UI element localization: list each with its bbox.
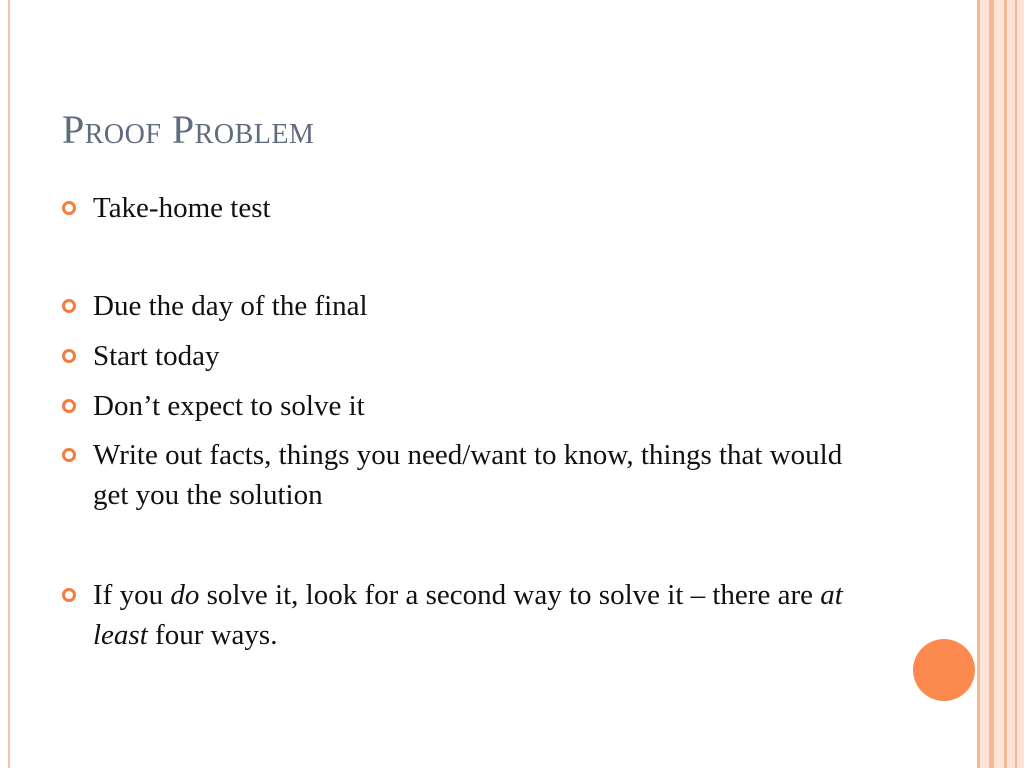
right-stripe bbox=[977, 0, 980, 768]
decorative-circle bbox=[913, 639, 975, 701]
bullet-text-emphasis: at least bbox=[93, 579, 843, 651]
bullet-marker-icon bbox=[62, 349, 76, 363]
bullet-marker-icon bbox=[62, 448, 76, 462]
bullet-item bbox=[62, 386, 882, 426]
right-stripe bbox=[989, 0, 994, 768]
bullet-text-emphasis: do bbox=[170, 579, 200, 611]
bullet-marker-icon bbox=[62, 299, 76, 313]
bullet-item bbox=[62, 286, 882, 326]
bullet-text: Don’t expect to solve it bbox=[93, 390, 365, 422]
bullet-text-part: four ways. bbox=[147, 619, 278, 651]
bullet-item bbox=[62, 188, 882, 228]
bullet-item bbox=[62, 336, 882, 376]
bullet-item bbox=[62, 575, 882, 655]
slide-title: Proof Problem bbox=[62, 107, 315, 152]
bullet-text bbox=[93, 575, 882, 655]
bullet-text: Start today bbox=[93, 340, 220, 372]
bullet-marker-icon bbox=[62, 588, 76, 602]
bullet-marker-icon bbox=[62, 399, 76, 413]
bullet-text-part: If you bbox=[93, 579, 171, 611]
bullet-text: Take-home test bbox=[93, 192, 271, 224]
bullet-text: Due the day of the final bbox=[93, 290, 368, 322]
right-stripe bbox=[1004, 0, 1007, 768]
bullet-text: Write out facts, things you need/want to know, things that would get you the solution bbox=[93, 439, 843, 511]
left-border-line bbox=[8, 0, 10, 768]
bullet-marker-icon bbox=[62, 201, 76, 215]
right-stripe bbox=[1015, 0, 1017, 768]
bullet-item bbox=[62, 435, 882, 515]
bullet-text-part: solve it, look for a second way to solve it – there are bbox=[199, 579, 821, 611]
